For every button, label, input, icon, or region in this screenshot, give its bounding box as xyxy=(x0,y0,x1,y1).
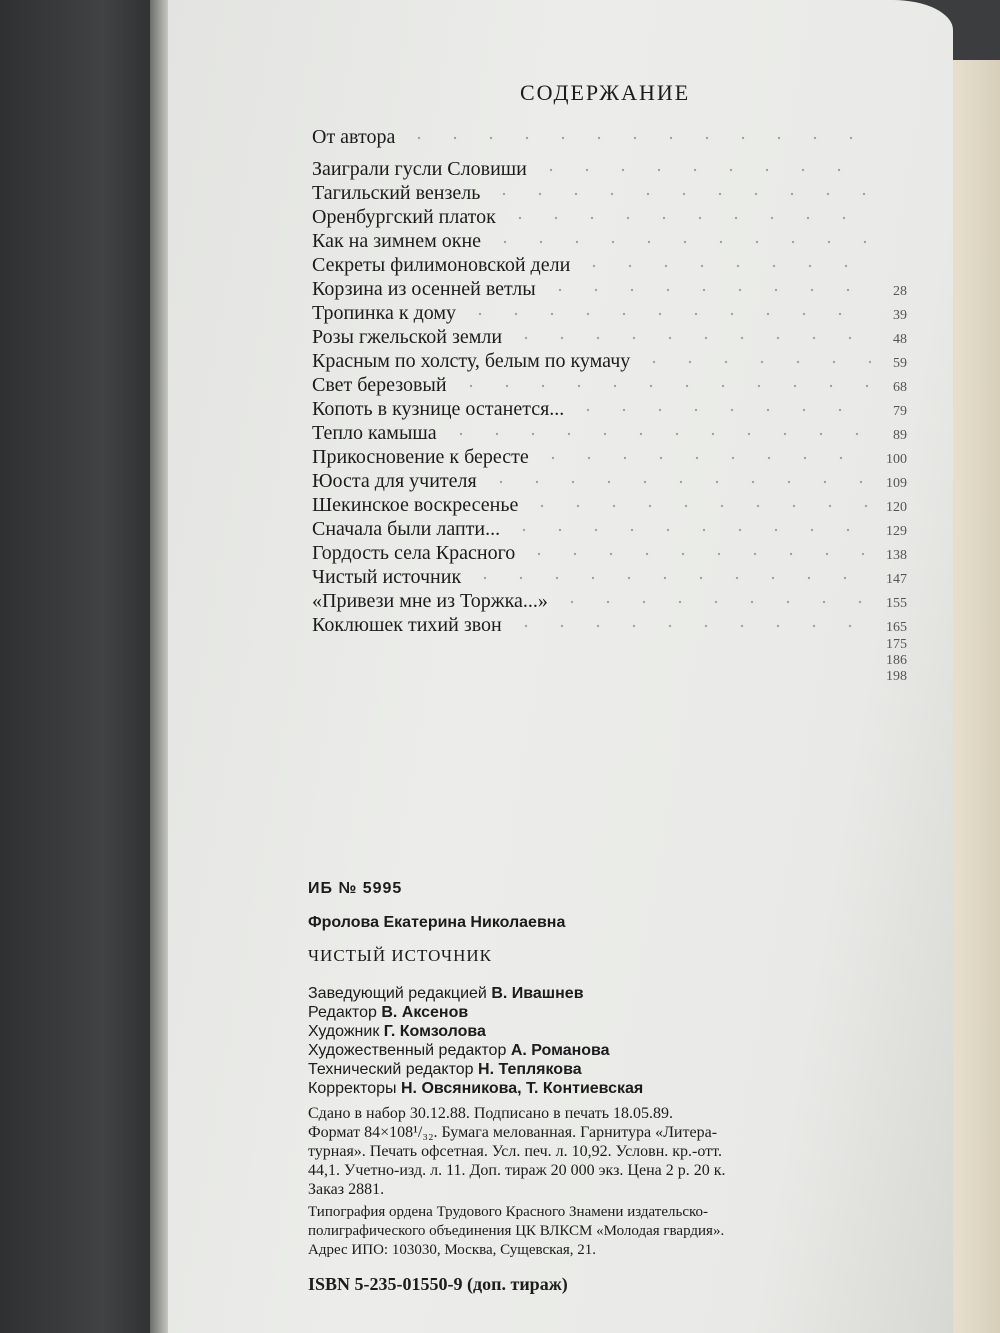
ib-number: ИБ № 5995 xyxy=(308,880,403,897)
toc-leader-dots xyxy=(521,549,871,559)
toc-entry-title: Как на зимнем окне xyxy=(312,230,482,252)
toc-entry-title: Корзина из осенней ветлы xyxy=(312,278,536,300)
toc-entry-title: Тагильский вензель xyxy=(312,182,481,204)
toc-entry-page: 165 xyxy=(886,620,907,635)
imprint-block xyxy=(308,880,928,1295)
toc-entry xyxy=(312,125,907,149)
toc-entry-title: Заиграли гусли Словиши xyxy=(312,158,527,180)
book-page xyxy=(168,0,953,1333)
toc-entry xyxy=(312,565,907,589)
toc-entry-title: Шекинское воскресенье xyxy=(312,494,519,516)
credit-name: А. Романова xyxy=(510,1042,610,1059)
credit-role: Редактор xyxy=(308,1004,377,1021)
credit-role: Технический редактор xyxy=(308,1061,474,1078)
credit-line xyxy=(308,1060,928,1079)
book-cover-left xyxy=(0,0,170,1333)
toc-entry-page: 155 xyxy=(886,596,907,611)
credits-list xyxy=(308,984,928,1098)
credit-name: Г. Комзолова xyxy=(383,1023,486,1040)
toc-entry-title: Юоста для учителя xyxy=(312,470,477,492)
toc-entry-title: Свет березовый xyxy=(312,374,447,396)
toc-entry xyxy=(312,517,907,541)
toc-entry-page: 59 xyxy=(893,356,907,371)
toc-title: СОДЕРЖАНИЕ xyxy=(520,80,691,105)
toc-entry-title: Копоть в кузнице останется... xyxy=(312,398,565,420)
toc-leader-dots xyxy=(636,357,871,367)
book-title: ЧИСТЫЙ ИСТОЧНИК xyxy=(308,946,492,965)
credit-name: Н. Теплякова xyxy=(478,1061,582,1078)
toc-entry-title: Сначала были лапти... xyxy=(312,518,501,540)
spec-line: 44,1. Учетно-изд. л. 11. Доп. тираж 20 000 экз. Цена 2 р. 20 к. xyxy=(308,1162,726,1179)
toc-leader-dots xyxy=(508,333,871,343)
toc-entry-page: 175 xyxy=(886,637,907,652)
credit-name: Н. Овсяникова, Т. Контиевская xyxy=(401,1080,644,1097)
toc-leader-dots xyxy=(486,189,871,199)
toc-entry xyxy=(312,277,907,301)
isbn: ISBN 5-235-01550-9 (доп. тираж) xyxy=(308,1274,568,1294)
toc-entry xyxy=(312,205,907,229)
toc-trailing-page-row xyxy=(312,637,907,653)
toc-entry-page: 89 xyxy=(893,428,907,443)
spec-line: Сдано в набор 30.12.88. Подписано в печать 18.05.89. xyxy=(308,1105,673,1122)
toc-entry-page: 79 xyxy=(893,404,907,419)
toc-entry-title: «Привези мне из Торжка...» xyxy=(312,590,548,612)
toc-entry xyxy=(312,157,907,181)
toc-entry-title: Прикосновение к бересте xyxy=(312,446,529,468)
toc-entry-page: 138 xyxy=(886,548,907,563)
toc-leader-dots xyxy=(535,453,871,463)
printer-line: полиграфического объединения ЦК ВЛКСМ «Молодая гвардия». xyxy=(308,1223,725,1239)
toc-leader-dots xyxy=(443,429,871,439)
toc-entry-page: 109 xyxy=(886,476,907,491)
credit-role: Корректоры xyxy=(308,1080,397,1097)
toc-entry-page: 120 xyxy=(886,500,907,515)
toc-leader-dots xyxy=(453,381,871,391)
credit-name: В. Ивашнев xyxy=(491,985,584,1002)
credit-line xyxy=(308,1041,928,1060)
author-name: Фролова Екатерина Николаевна xyxy=(308,914,566,931)
toc-leader-dots xyxy=(570,405,871,415)
credit-role: Художник xyxy=(308,1023,380,1040)
toc-entry xyxy=(312,325,907,349)
toc-leader-dots xyxy=(483,477,871,487)
toc-leader-dots xyxy=(533,165,871,175)
toc-entry-page: 28 xyxy=(893,284,907,299)
toc-entry-page: 186 xyxy=(886,653,907,668)
print-specs xyxy=(308,1104,928,1199)
printer-line: Адрес ИПО: 103030, Москва, Сущевская, 21. xyxy=(308,1242,597,1258)
toc-leader-dots xyxy=(487,237,871,247)
toc-entry-page: 129 xyxy=(886,524,907,539)
toc-entry-title: Коклюшек тихий звон xyxy=(312,614,502,636)
toc-leader-dots xyxy=(554,597,871,607)
toc-entry-title: Чистый источник xyxy=(312,566,462,588)
toc-entry-title: Секреты филимоновской дели xyxy=(312,254,571,276)
toc-leader-dots xyxy=(576,261,871,271)
toc-trailing-page-row xyxy=(312,669,907,685)
toc-entry xyxy=(312,421,907,445)
toc-entry xyxy=(312,469,907,493)
toc-leader-dots xyxy=(467,573,871,583)
toc-entry-page: 39 xyxy=(893,308,907,323)
toc-leader-dots xyxy=(462,309,871,319)
toc-entry xyxy=(312,253,907,277)
toc-trailing-page-row xyxy=(312,653,907,669)
toc-leader-dots xyxy=(506,525,871,535)
toc-entry xyxy=(312,541,907,565)
toc-list xyxy=(312,125,907,685)
credit-role: Заведующий редакцией xyxy=(308,985,487,1002)
printer-info xyxy=(308,1203,928,1260)
toc-entry-title: Розы гжельской земли xyxy=(312,326,503,348)
toc-leader-dots xyxy=(401,133,871,143)
toc-entry-title: Оренбургский платок xyxy=(312,206,496,228)
spec-line: Заказ 2881. xyxy=(308,1181,385,1198)
credit-line xyxy=(308,1079,928,1098)
toc-entry-page: 147 xyxy=(886,572,907,587)
toc-entry xyxy=(312,181,907,205)
toc-entry xyxy=(312,373,907,397)
credit-line xyxy=(308,1003,928,1022)
spec-line: турная». Печать офсетная. Усл. печ. л. 10,92. Условн. кр.-отт. xyxy=(308,1143,722,1160)
credit-name: В. Аксенов xyxy=(381,1004,469,1021)
toc-entry xyxy=(312,229,907,253)
toc-entry-title: Красным по холсту, белым по кумачу xyxy=(312,350,631,372)
credit-role: Художественный редактор xyxy=(308,1042,507,1059)
toc-leader-dots xyxy=(508,621,871,631)
credit-line xyxy=(308,984,928,1003)
toc-entry xyxy=(312,445,907,469)
spec-line: Формат 84×108¹/₃₂. Бумага мелованная. Гарнитура «Литера- xyxy=(308,1124,718,1141)
toc-entry-title: Тепло камыша xyxy=(312,422,437,444)
toc-entry-page: 100 xyxy=(886,452,907,467)
toc-leader-dots xyxy=(542,285,871,295)
toc-entry-page: 68 xyxy=(893,380,907,395)
printer-line: Типография ордена Трудового Красного Знамени издательско- xyxy=(308,1204,708,1220)
toc-entry xyxy=(312,589,907,613)
toc-entry xyxy=(312,301,907,325)
toc-entry-page: 48 xyxy=(893,332,907,347)
toc-leader-dots xyxy=(524,501,871,511)
toc-entry-title: Гордость села Красного xyxy=(312,542,516,564)
toc-entry-page: 198 xyxy=(886,669,907,684)
toc-entry xyxy=(312,349,907,373)
toc-entry xyxy=(312,397,907,421)
toc-entry xyxy=(312,493,907,517)
credit-line xyxy=(308,1022,928,1041)
toc-entry xyxy=(312,613,907,637)
toc-entry-title: От автора xyxy=(312,126,396,148)
toc-leader-dots xyxy=(502,213,871,223)
toc-entry-title: Тропинка к дому xyxy=(312,302,457,324)
